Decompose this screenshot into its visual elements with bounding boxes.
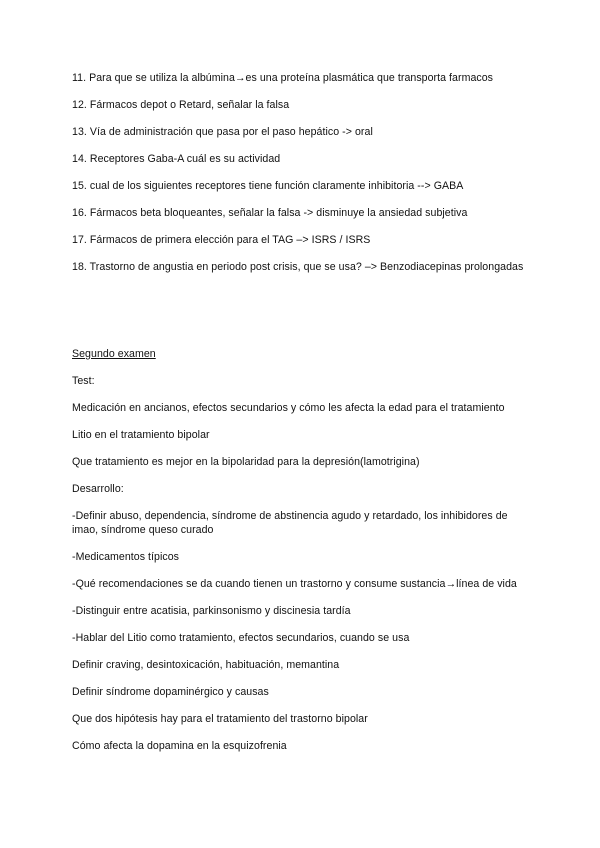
section-spacer xyxy=(72,287,532,347)
development-item: -Medicamentos típicos xyxy=(72,551,180,563)
question-11: 11. Para que se utiliza la albúmina→es una proteína plasmática que transporta farmacos xyxy=(72,72,494,84)
development-item: -Qué recomendaciones se da cuando tienen un trastorno y consume sustancia→línea de vida xyxy=(72,578,517,590)
development-item: Definir craving, desintoxicación, habituación, memantina xyxy=(72,659,340,671)
development-item: Definir síndrome dopaminérgico y causas xyxy=(72,686,269,698)
development-item: -Distinguir entre acatisia, parkinsonismo y discinesia tardía xyxy=(72,605,351,617)
development-item: Que dos hipótesis hay para el tratamiento del trastorno bipolar xyxy=(72,713,368,725)
question-15: 15. cual de los siguientes receptores tiene función claramente inhibitoria --> GABA xyxy=(72,180,464,192)
development-item: -Definir abuso, dependencia, síndrome de abstinencia agudo y retardado, los inhibidores de imao, síndrome queso curado xyxy=(72,510,508,536)
test-item: Litio en el tratamiento bipolar xyxy=(72,429,210,441)
development-item: -Hablar del Litio como tratamiento, efectos secundarios, cuando se usa xyxy=(72,632,410,644)
question-14: 14. Receptores Gaba-A cuál es su actividad xyxy=(72,153,281,165)
question-13: 13. Vía de administración que pasa por el paso hepático -> oral xyxy=(72,126,373,138)
test-label: Test: xyxy=(72,375,95,387)
test-item: Que tratamiento es mejor en la bipolaridad para la depresión(lamotrigina) xyxy=(72,456,420,468)
development-item: Cómo afecta la dopamina en la esquizofrenia xyxy=(72,740,287,752)
development-label: Desarrollo: xyxy=(72,483,124,495)
second-exam-heading: Segundo examen xyxy=(72,348,156,360)
test-item: Medicación en ancianos, efectos secundarios y cómo les afecta la edad para el tratamiento xyxy=(72,402,505,414)
question-12: 12. Fármacos depot o Retard, señalar la falsa xyxy=(72,99,290,111)
document-content xyxy=(72,71,532,766)
question-18: 18. Trastorno de angustia en periodo post crisis, que se usa? –> Benzodiacepinas prolongadas xyxy=(72,261,524,273)
question-16: 16. Fármacos beta bloqueantes, señalar la falsa -> disminuye la ansiedad subjetiva xyxy=(72,207,468,219)
question-17: 17. Fármacos de primera elección para el TAG –> ISRS / ISRS xyxy=(72,234,371,246)
